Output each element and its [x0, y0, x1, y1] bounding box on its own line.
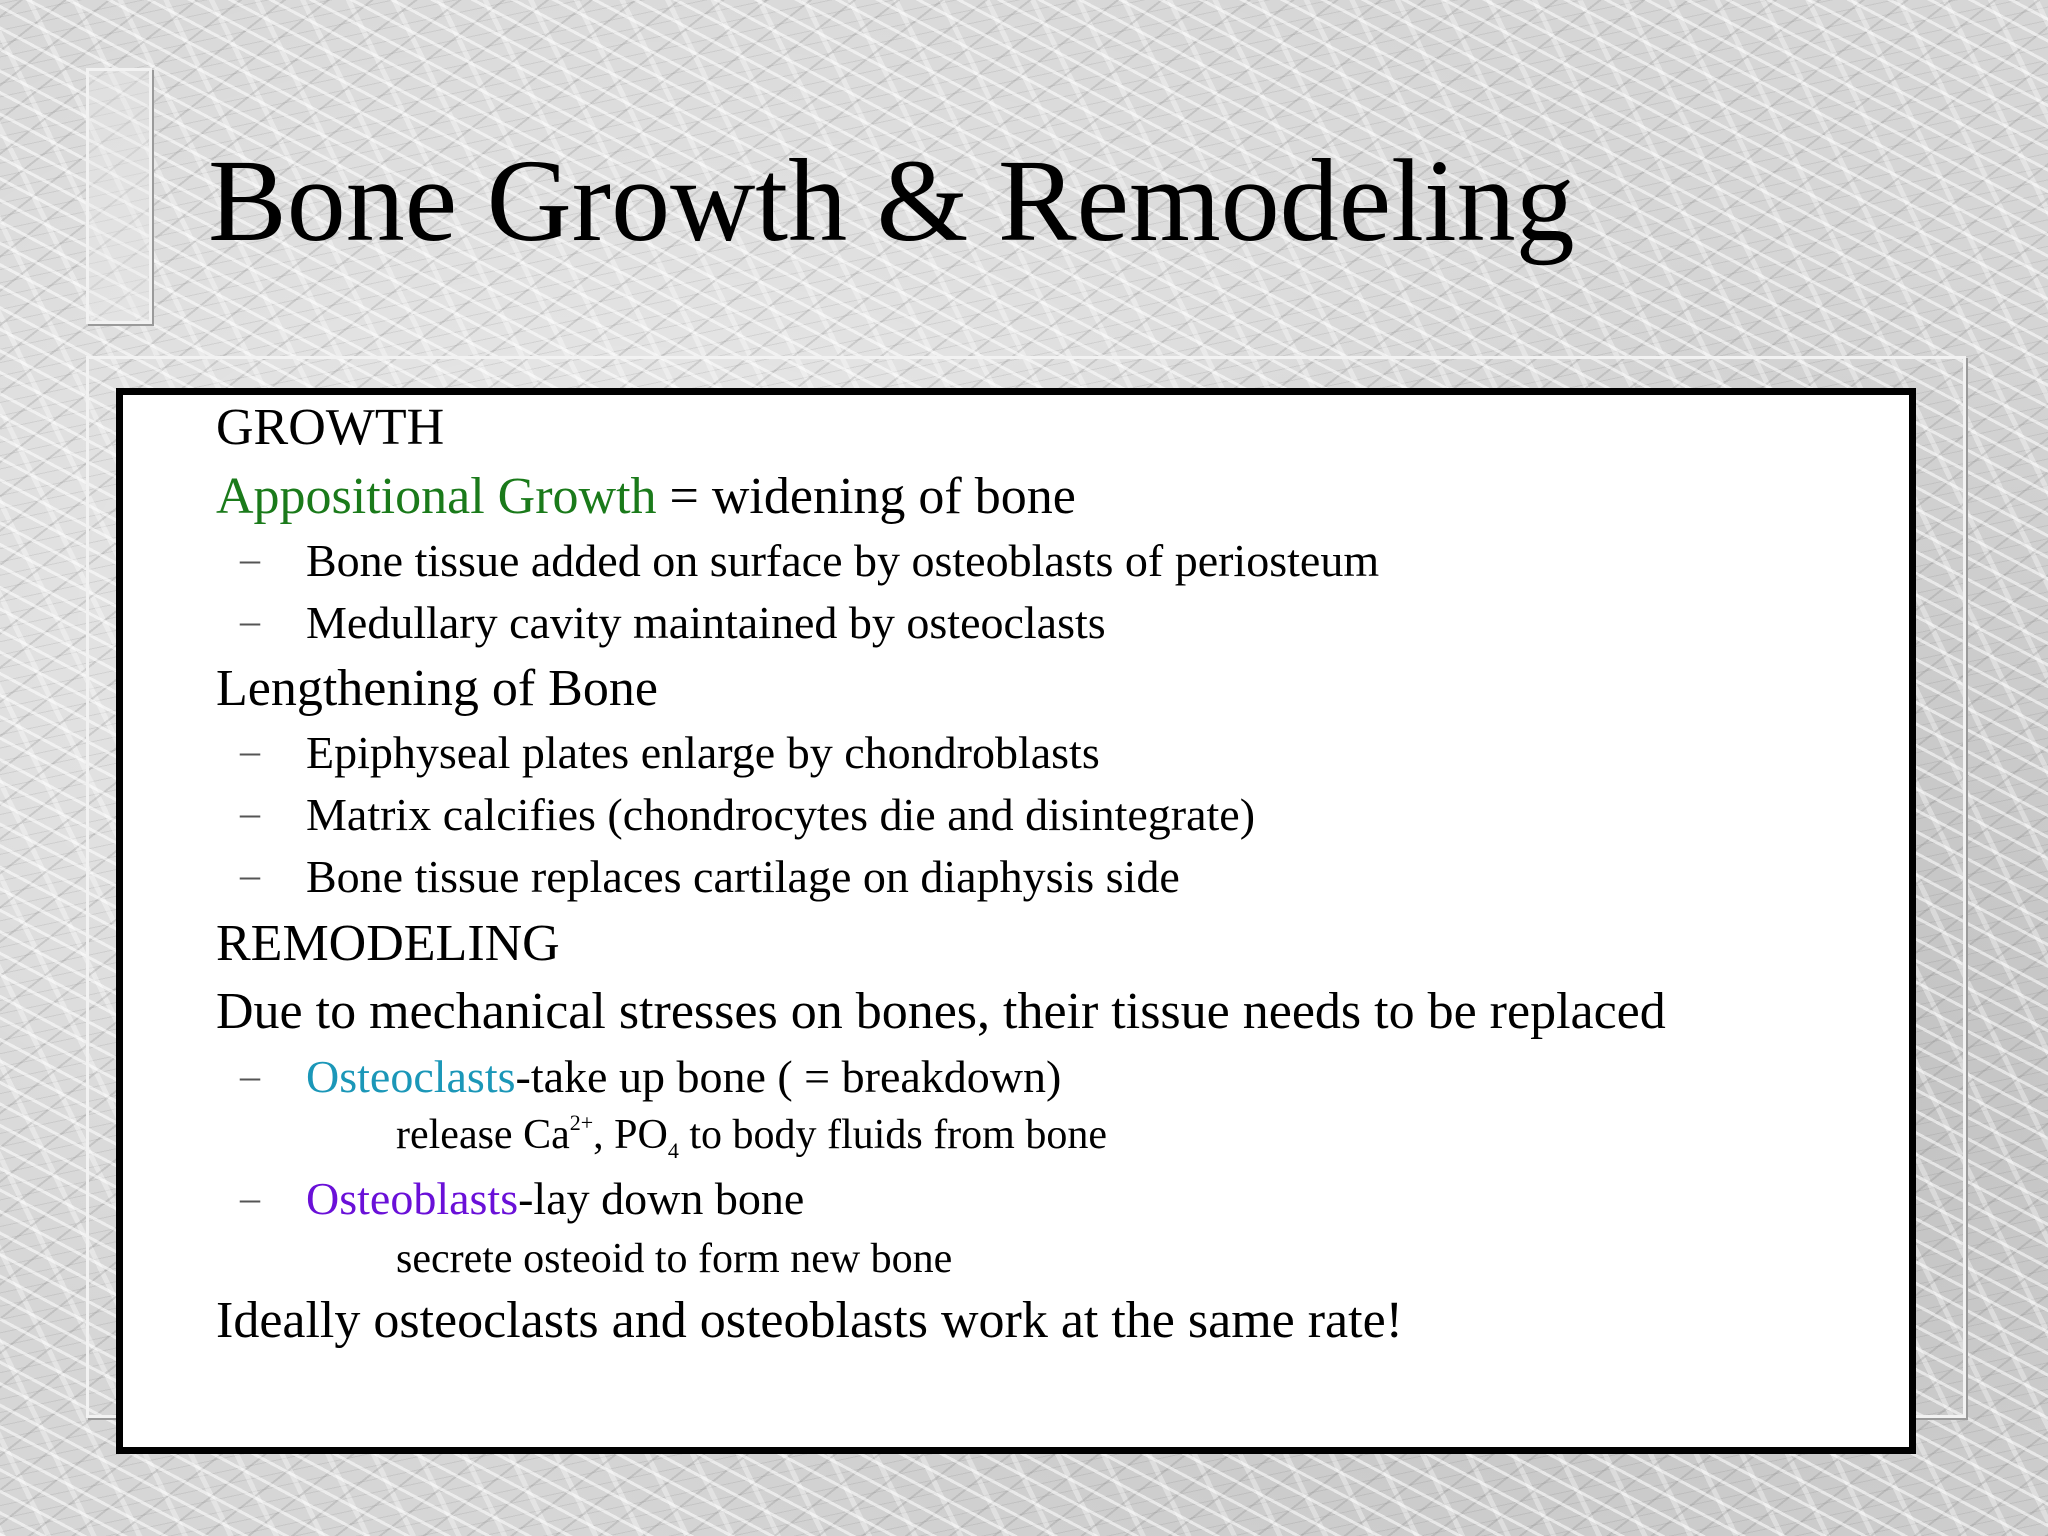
- bullet-dash: –: [240, 1053, 260, 1098]
- osteoclasts-definition: -take up bone ( = breakdown): [515, 1051, 1062, 1102]
- bullet-dash: –: [240, 728, 260, 773]
- osteoblasts-line: [306, 1173, 805, 1224]
- osteoclasts-detail: [396, 1110, 1107, 1163]
- lengthening-heading: Lengthening of Bone: [216, 660, 658, 717]
- calcium-charge: 2+: [569, 1110, 594, 1135]
- bullet-dash: –: [240, 536, 260, 581]
- appositional-growth-term: Appositional Growth: [216, 468, 657, 525]
- appositional-bullet: Medullary cavity maintained by osteoclasts: [306, 597, 1106, 648]
- growth-heading: GROWTH: [216, 399, 445, 456]
- appositional-growth-definition: = widening of bone: [656, 468, 1076, 525]
- appositional-bullet: Bone tissue added on surface by osteoblasts of periosteum: [306, 535, 1380, 586]
- osteoblasts-term: Osteoblasts: [306, 1173, 519, 1224]
- bullet-dash: –: [240, 598, 260, 643]
- bullet-dash: –: [240, 1175, 260, 1220]
- osteoclasts-term: Osteoclasts: [306, 1051, 516, 1102]
- osteoblasts-detail: secrete osteoid to form new bone: [396, 1236, 953, 1282]
- osteoclasts-detail-mid: , PO: [593, 1112, 668, 1158]
- bullet-dash: –: [240, 790, 260, 835]
- osteoclasts-line: [306, 1051, 1062, 1102]
- remodeling-heading: REMODELING: [216, 915, 560, 972]
- osteoclasts-detail-prefix: release Ca: [396, 1112, 570, 1158]
- remodeling-intro: Due to mechanical stresses on bones, their tissue needs to be replaced: [216, 983, 1666, 1040]
- lengthening-bullet: Epiphyseal plates enlarge by chondroblasts: [306, 727, 1100, 778]
- lengthening-bullet: Matrix calcifies (chondrocytes die and disintegrate): [306, 789, 1256, 840]
- appositional-growth-line: [216, 468, 1076, 525]
- lengthening-bullet: Bone tissue replaces cartilage on diaphysis side: [306, 851, 1180, 902]
- closing-statement: Ideally osteoclasts and osteoblasts work at the same rate!: [216, 1292, 1403, 1349]
- osteoclasts-detail-suffix: to body fluids from bone: [678, 1112, 1107, 1158]
- osteoblasts-definition: -lay down bone: [518, 1173, 805, 1224]
- slide-title: Bone Growth & Remodeling: [208, 135, 1575, 266]
- phosphate-subscript: 4: [667, 1138, 679, 1163]
- title-accent-bar: [86, 68, 152, 324]
- bullet-dash: –: [240, 852, 260, 897]
